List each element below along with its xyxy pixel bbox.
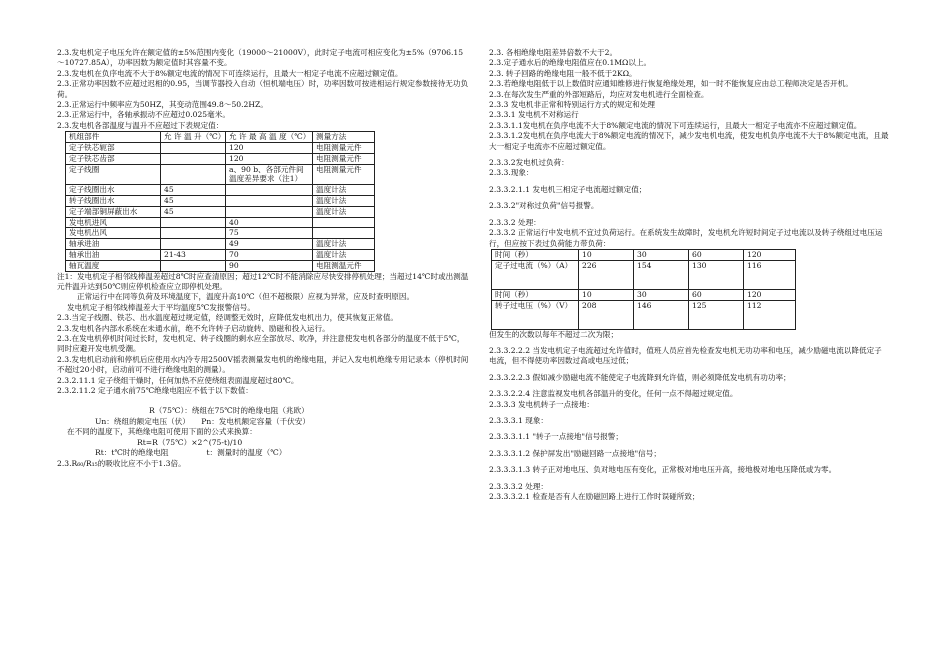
table-row — [66, 250, 375, 261]
table-row — [66, 185, 375, 196]
table-cell: 电阻测量元件 — [313, 164, 375, 185]
table-row — [66, 164, 375, 185]
para-insulation-measure: 2.3.发电机启动前和停机后应使用水内冷专用2500V摇表测量发电机的绝缘电阻，并记入发电机绝缘专用记录本（停机时间不超过20小时，启动前可不进行绝缘电阻的测量）。 — [57, 354, 469, 375]
table-cell: 温度计法 — [313, 239, 375, 250]
table-row — [66, 196, 375, 207]
table-cell: 120 — [744, 249, 796, 260]
overload-phenomenon-1: 2.3.3.2.1.1 发电机三相定子电流超过额定值； — [489, 184, 647, 194]
para-low-insulation: 2.3.若绝缘电阻低于以上数值时应通知维修进行恢复绝缘处理，如一时不能恢复应由总工程师决定是否开机。 — [489, 79, 853, 89]
table-cell: 146 — [634, 300, 689, 329]
table-cell: 定子过电流（%）（A） — [492, 260, 579, 289]
table-cell — [161, 239, 226, 250]
para-insulation-min: 2.3.2.11.2 定子通水前75℃绝缘电阻应不低于以下数值： — [57, 386, 253, 396]
table-row — [492, 300, 796, 329]
table-cell: 时间（秒） — [492, 249, 579, 260]
para-temp-table-intro: 2.3.发电机各部温度与温升不应超过下表规定值： — [57, 120, 224, 130]
table-cell: a、90 b、各部元件间温度差异要求（注1） — [226, 164, 313, 185]
table-cell — [161, 153, 226, 164]
table-cell — [226, 196, 313, 207]
rotor-ground-protection: 2.3.3.3.1.2 保护屏发出"励磁回路一点接地"信号； — [489, 448, 661, 458]
para-asymmetric-2: 2.3.3.1.2发电机在负序电流大于8%额定电流的情况下，减少发电机电流，使发电机负序电流不大于8%额定电流，且最大一相定子电流亦不应超过额定值。 — [489, 131, 889, 151]
table-cell — [226, 206, 313, 217]
table-row — [66, 239, 375, 250]
formula-r75-def: R（75℃）：绕组在75℃时的绝缘电阻（兆欧） — [149, 406, 309, 416]
table-header-cell: 测量方法 — [313, 132, 375, 143]
table-cell: 电阻测温元件 — [313, 260, 375, 271]
table-cell: 21-43 — [161, 250, 226, 261]
table-cell: 定子线圈 — [66, 164, 161, 185]
para-rotor-insulation: 2.3. 转子回路的绝缘电阻一般不低于2KΩ。 — [489, 68, 637, 78]
formula-un-pn-def: Un：绕组的额定电压（伏） Pn：发电机额定容量（千伏安） — [95, 416, 310, 426]
table-cell: 转子线圈出水 — [66, 196, 161, 207]
table-cell: 温度计法 — [313, 250, 375, 261]
table-cell: 49 — [226, 239, 313, 250]
table-header-row — [66, 132, 375, 143]
para-overload-2: 2.3.3.2.2.2 当发电机定子电流超过允许值时，值班人员应首先检查发电机无功功率和电压，减少励磁电流以降低定子电流，但不得使功率因数过高或电压过低； — [489, 345, 882, 366]
overload-signal: 2.3.3.2"对称过负荷"信号报警。 — [489, 201, 599, 211]
rotor-ground-voltage: 2.3.3.3.1.3 转子正对地电压、负对地电压有变化，正常极对地电压升高，接地极对地电压降低或为零。 — [489, 465, 837, 475]
table-cell: 60 — [689, 249, 744, 260]
right-column — [489, 48, 889, 502]
table-cell: 轴承进油 — [66, 239, 161, 250]
table-cell: 定子铁芯轭部 — [66, 143, 161, 154]
table-cell: 112 — [744, 300, 796, 329]
para-abnormal-temp: 正常运行中在同等负荷及环境温度下，温度升高10℃（但不超极限）应视为异常，应及时查明原因。 — [77, 292, 415, 302]
para-phase-difference: 2.3. 各相绝缘电阻差异倍数不大于2。 — [489, 48, 618, 57]
table-cell: 电阻测量元件 — [313, 153, 375, 164]
temperature-table — [65, 131, 375, 271]
left-column — [57, 48, 469, 469]
table-cell — [161, 228, 226, 239]
rotor-ground-phenomenon: 2.3.3.3.1 现象： — [489, 415, 549, 425]
overload-table — [491, 249, 796, 330]
table-cell: 发电机出风 — [66, 228, 161, 239]
table-row — [66, 153, 375, 164]
table-cell: 70 — [226, 250, 313, 261]
para-water-insulation: 2.3.定子通水后的绝缘电阻值应在0.1MΩ以上。 — [489, 58, 652, 68]
note-1: 注1：发电机定子相邻线棒温差超过8℃时应查清原因；超过12℃时不能消除应尽快安排停机处理；当超过14℃时或出测温元件温升达到50℃则应停机检查应立即停机处理。 — [57, 271, 469, 292]
overload-handling: 2.3.3.2 处理： — [489, 217, 541, 227]
table-header-cell: 允 许 温 升（℃） — [161, 132, 226, 143]
table-cell: 60 — [689, 289, 744, 300]
table-cell: 电阻测量元件 — [313, 143, 375, 154]
table-header-cell: 允 许 最 高 温 度（℃） — [226, 132, 313, 143]
para-power-factor: 2.3.正常功率因数不应超过迟相的0.95，当调节器投入自动（恒机端电压）时，功率因数可按进相运行规定参数接待无功负荷。 — [57, 79, 469, 99]
table-cell: 温度计法 — [313, 185, 375, 196]
table-row — [66, 206, 375, 217]
rotor-ground-handling: 2.3.3.3.2 处理： — [489, 481, 549, 491]
para-drying: 2.3.2.11.1 定子绕组干燥时，任何加热不应使绕组表面温度超过80℃。 — [57, 375, 299, 385]
table-cell: 轴承出油 — [66, 250, 161, 261]
table-cell: 116 — [744, 260, 796, 289]
table-cell — [161, 260, 226, 271]
table-row — [492, 289, 796, 300]
para-voltage: 2.3.发电机定子电压允许在额定值的±5%范围内变化（19000～21000V），此时定子电流可相应变化为±5%（9706.15～10727.85A），功率因数为额定值时其容量不变。 — [57, 48, 464, 68]
para-short-circuit-check: 2.3.在每次发生严重的外部短路后，均应对发电机进行全面检查。 — [489, 89, 709, 99]
table-cell: 120 — [226, 143, 313, 154]
table-cell: 45 — [161, 185, 226, 196]
para-drain-water: 2.3.在发电机停机时间过长时，发电机定、转子线圈的剩水应全部放尽、吹净，并注意使发电机各部分的温度不低于5℃，同时应避开发电机受潮。 — [57, 334, 465, 354]
para-absorption-ratio: 2.3.R₆₀/R₁₅的吸收比应不小于1.3倍。 — [57, 458, 186, 468]
para-frequency: 2.3.正常运行中频率应为50HZ，其变动范围49.8～50.2HZ。 — [57, 100, 268, 110]
table-cell: 30 — [634, 249, 689, 260]
section-heading-abnormal: 2.3.3 发电机非正常和特别运行方式的规定和处理 — [489, 100, 656, 110]
table-cell: 120 — [226, 153, 313, 164]
table-cell: 226 — [579, 260, 634, 289]
table-cell: 时间（秒） — [492, 289, 579, 300]
rotor-ground-handling-1: 2.3.3.3.2.1 检查是否有人在励磁回路上进行工作时误碰所致； — [489, 491, 700, 501]
table-cell: 208 — [579, 300, 634, 329]
para-alarm: 发电机定子相邻线棒温差大于平均温度5℃发报警信号。 — [67, 302, 255, 312]
section-overload: 2.3.3.2发电机过负荷： — [489, 158, 569, 168]
table-cell: 75 — [226, 228, 313, 239]
table-row — [66, 228, 375, 239]
table-cell — [161, 164, 226, 185]
table-cell — [226, 185, 313, 196]
table-cell: 45 — [161, 196, 226, 207]
table-cell: 154 — [634, 260, 689, 289]
table-cell — [313, 217, 375, 228]
table-cell: 发电机进风 — [66, 217, 161, 228]
table-row — [66, 143, 375, 154]
para-reduce-output: 2.3.当定子线圈、铁芯、出水温度超过规定值，经调整无效时，应降低发电机出力，使其恢复正常值。 — [57, 313, 399, 323]
table-cell: 温度计法 — [313, 206, 375, 217]
table-cell — [161, 143, 226, 154]
para-asymmetric-1: 2.3.3.1.1发电机在负序电流不大于8%额定电流的情况下可连续运行，且最大一相定子电流亦不应超过额定值。 — [489, 120, 862, 130]
table-row — [66, 260, 375, 271]
table-cell: 10 — [579, 289, 634, 300]
table-cell: 定子铁芯齿部 — [66, 153, 161, 164]
table-cell: 定子端部铜屏蔽出水 — [66, 206, 161, 217]
table-row — [492, 249, 796, 260]
table-cell: 10 — [579, 249, 634, 260]
formula-rt-def: Rt：t℃时的绝缘电阻 t：测量时的温度（℃） — [95, 448, 287, 458]
section-rotor-ground: 2.3.3.3 发电机转子一点接地： — [489, 399, 594, 409]
table-cell — [161, 217, 226, 228]
table-cell: 120 — [744, 289, 796, 300]
table-cell: 45 — [161, 206, 226, 217]
para-overload-4: 2.3.3.2.2.4 注意监视发电机各部温升的变化，任何一点不得超过规定值。 — [489, 389, 738, 399]
table-cell: 125 — [689, 300, 744, 329]
table-cell: 转子过电压（%）（V） — [492, 300, 579, 329]
para-vibration: 2.3.正常运行中，各轴承振动不应超过0.025毫米。 — [57, 110, 230, 120]
rotor-ground-signal: 2.3.3.3.1.1 "转子一点接地"信号报警； — [489, 432, 623, 442]
section-asymmetric: 2.3.3.1 发电机不对称运行 — [489, 110, 579, 120]
table-row — [492, 260, 796, 289]
para-water-system: 2.3.发电机各内部水系统在未通水前，绝不允许转子启动旋转、励磁和投入运行。 — [57, 323, 330, 333]
table-cell: 温度计法 — [313, 196, 375, 207]
table-cell: 40 — [226, 217, 313, 228]
table-header-cell: 机组部件 — [66, 132, 161, 143]
para-negative-sequence: 2.3.发电机在负序电流不大于8%额定电流的情况下可连续运行，且最大一相定子电流不应超过额定值。 — [57, 68, 403, 78]
formula-conversion-intro: 在不同的温度下，其绝缘电阻可使用下面的公式来换算： — [67, 427, 257, 437]
overload-phenomenon: 2.3.3.现象： — [489, 168, 534, 178]
overload-handling-1: 2.3.3.2 正常运行中发电机不宜过负荷运行。在系统发生故障时，发电机允许短时间定子过电流以及转子绕组过电压运行，但应按下表过负荷能力带负荷： — [489, 228, 883, 248]
table-row — [66, 217, 375, 228]
para-limit: 但发生的次数以每年不超过二次为限； — [489, 329, 619, 339]
formula-rt: Rt=R（75℃）×2^(75-t)/10 — [137, 437, 243, 447]
table-cell: 130 — [689, 260, 744, 289]
table-cell: 定子线圈出水 — [66, 185, 161, 196]
para-overload-3: 2.3.3.2.2.3 假如减少励磁电流不能使定子电流降到允许值，则必须降低发电机有功功率； — [489, 372, 791, 382]
table-cell: 轴瓦温度 — [66, 260, 161, 271]
table-cell: 30 — [634, 289, 689, 300]
table-cell: 90 — [226, 260, 313, 271]
table-cell — [313, 228, 375, 239]
